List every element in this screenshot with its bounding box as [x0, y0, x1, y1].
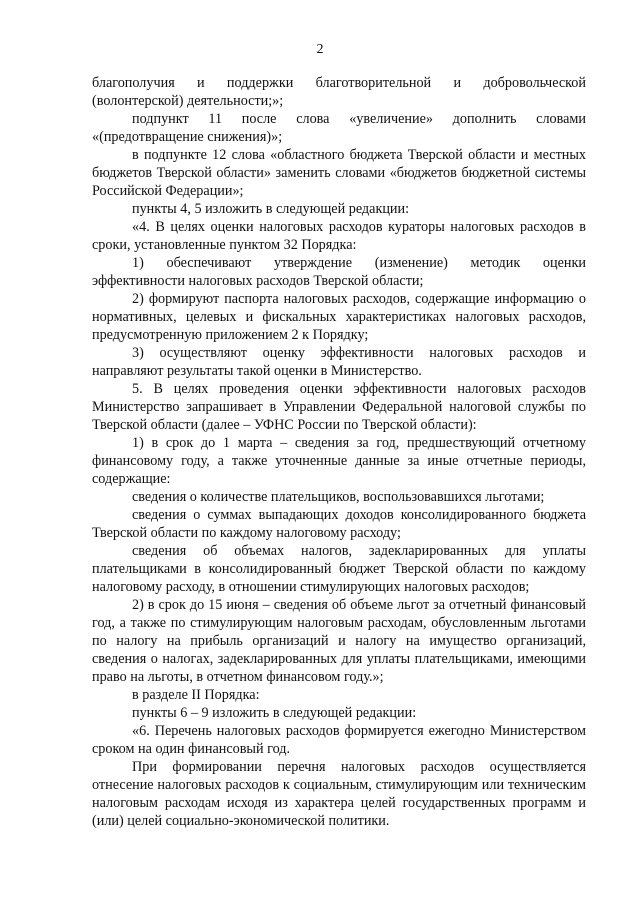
- paragraph: сведения о количестве плательщиков, воспользовавшихся льготами;: [132, 489, 545, 505]
- paragraph: в разделе II Порядка:: [132, 687, 260, 703]
- paragraph: 5. В целях проведения оценки эффективности налоговых расходов Министерство запрашивает в Управлении Федеральной налоговой службы по Тверской области (далее – УФНС России по Тверской области):: [92, 381, 586, 433]
- paragraph: «4. В целях оценки налоговых расходов кураторы налоговых расходов в сроки, установленные пунктом 32 Порядка:: [92, 219, 586, 253]
- paragraph: 1) обеспечивают утверждение (изменение) методик оценки эффективности налоговых расходов Тверской области;: [92, 255, 586, 289]
- paragraph: 2) в срок до 15 июня – сведения об объеме льгот за отчетный финансовый год, а также по стимулирующим налоговым расходам, обусловленным льготами по налогу на прибыль организаций и налогу на имущество организаций, сведения о налогах, задекларированных для уплаты плательщиками, имеющими право на льготы, в отчетном финансовом году.»;: [92, 597, 586, 685]
- paragraph: пункты 6 – 9 изложить в следующей редакции:: [132, 705, 417, 721]
- paragraph: 3) осуществляют оценку эффективности налоговых расходов и направляют результаты такой оценки в Министерство.: [92, 345, 586, 379]
- paragraph: 2) формируют паспорта налоговых расходов, содержащие информацию о нормативных, целевых и фискальных характеристиках налоговых расходов, предусмотренную приложением 2 к Порядку;: [92, 291, 586, 343]
- document-body: [92, 74, 586, 830]
- paragraph: «6. Перечень налоговых расходов формируется ежегодно Министерством сроком на один финансовый год.: [92, 723, 586, 757]
- paragraph: 1) в срок до 1 марта – сведения за год, предшествующий отчетному финансовому году, а также уточненные данные за иные отчетные периоды, содержащие:: [92, 435, 586, 487]
- paragraph: При формировании перечня налоговых расходов осуществляется отнесение налоговых расходов к социальным, стимулирующим или техническим налоговым расходам исходя из характера целей государственных программ и (или) целей социально-экономической политики.: [92, 759, 586, 829]
- paragraph: в подпункте 12 слова «областного бюджета Тверской области и местных бюджетов Тверской области» заменить словами «бюджетов бюджетной системы Российской Федерации»;: [92, 147, 586, 199]
- paragraph: сведения о суммах выпадающих доходов консолидированного бюджета Тверской области по каждому налоговому расходу;: [92, 507, 586, 541]
- paragraph: подпункт 11 после слова «увеличение» дополнить словами «(предотвращение снижения)»;: [92, 111, 586, 145]
- page-number: 2: [316, 42, 324, 57]
- paragraph: сведения об объемах налогов, задекларированных для уплаты плательщиками в консолидированный бюджет Тверской области по каждому налоговому расходу, в отношении стимулирующих налоговых расходов;: [92, 543, 586, 595]
- paragraph: благополучия и поддержки благотворительной и добровольческой (волонтерской) деятельности;»;: [92, 75, 586, 109]
- paragraph: пункты 4, 5 изложить в следующей редакции:: [132, 201, 410, 217]
